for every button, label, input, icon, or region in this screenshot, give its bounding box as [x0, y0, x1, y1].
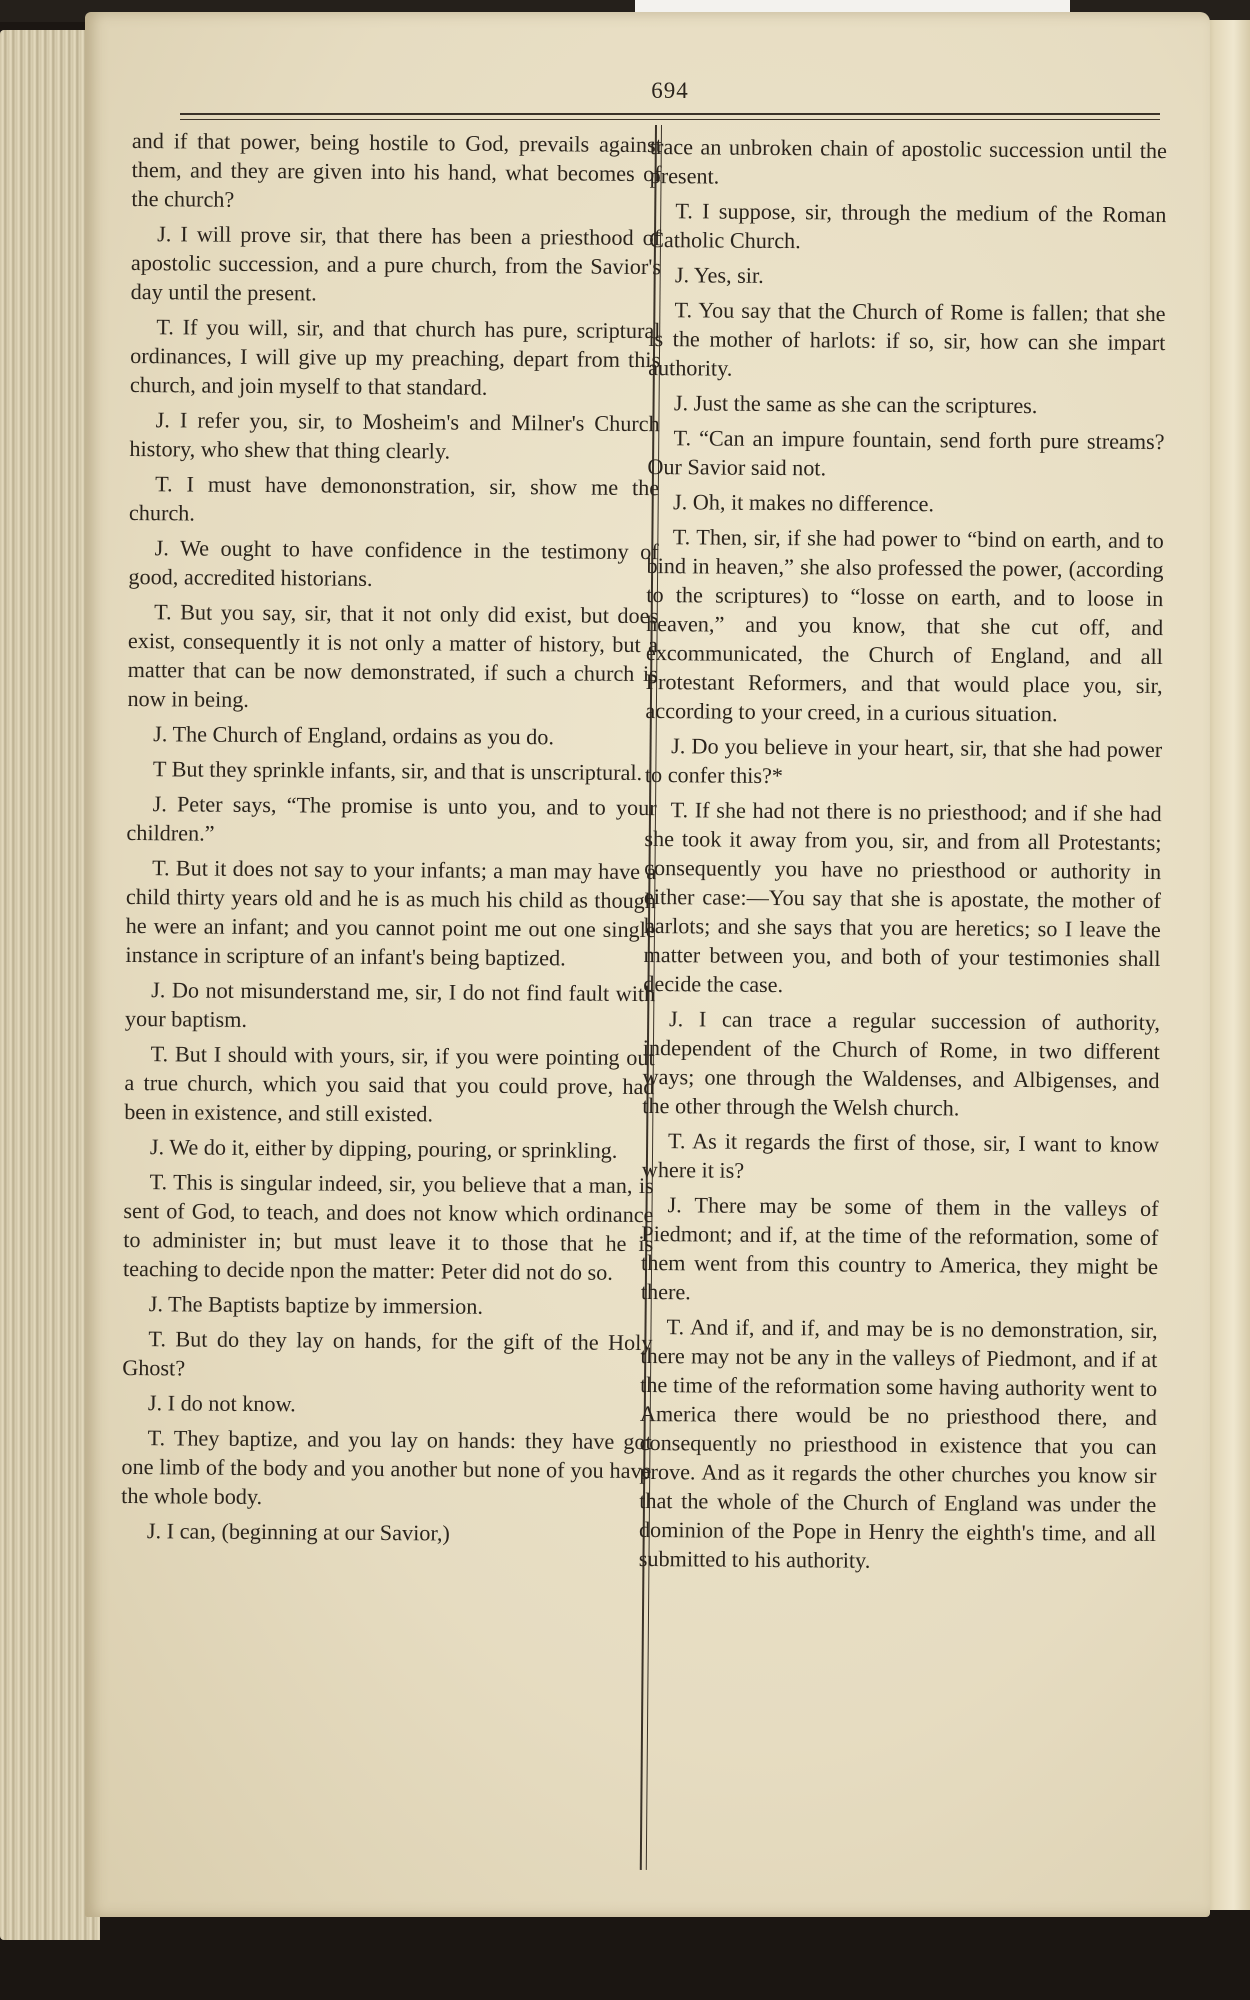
paragraph: J. Do you believe in your heart, sir, that she had power to confer this?* — [644, 733, 1163, 789]
paragraph: J. Just the same as she can the scriptures. — [673, 390, 1038, 419]
paragraph: T. I must have demononstration, sir, show me the church. — [128, 471, 660, 526]
paragraph: T. But you say, sir, that it not only did exist, but does exist, consequently it is not only a matter of history, but a matter that can be now demonstrated, if such a church is now in being. — [127, 599, 659, 712]
paragraph: J. We do it, either by dipping, pouring, or sprinkling. — [149, 1134, 618, 1163]
paragraph: T. And if, and if, and may be is no demonstration, sir, there may not be any in the valleys of Piedmont, and if at the time of the reformation some having authority went to America there would be no priesthood there, and consequently no priesthood in existence that you can prove. And as it regards the other churches you know sir that the whole of the Church of England was under the dominion of the Pope in Henry the eighth's time, and all submitted to his authority. — [638, 1314, 1158, 1573]
paragraph: J. There may be some of them in the valleys of Piedmont; and if, at the time of the reformation, some of them went from this country to America, they might be there. — [640, 1192, 1159, 1305]
paragraph: T. This is singular indeed, sir, you believe that a man, is sent of God, to teach, and does not know which ordinance to administer in; but must leave it to those that he is teaching to decide npon the matter: Peter did not do so. — [122, 1169, 654, 1285]
paragraph: T. You say that the Church of Rome is fallen; that she is the mother of harlots: if so, sir, how can she impart authority. — [648, 297, 1166, 381]
page-number: 694 — [651, 78, 689, 103]
header-rule — [180, 113, 1160, 115]
paragraph: trace an unbroken chain of apostolic succession until the present. — [649, 133, 1167, 189]
paragraph: J. I do not know. — [147, 1390, 296, 1417]
paragraph: J. I refer you, sir, to Mosheim's and Milner's Church history, who shew that thing clearly. — [129, 407, 660, 464]
paragraph: J. I can trace a regular succession of authority, independent of the Church of Rome, in two different ways; one through the Waldenses, and Albigenses, and the other through the Welsh church. — [642, 1006, 1161, 1121]
paragraph: J. Do not misunderstand me, sir, I do not find fault with your baptism. — [124, 977, 656, 1032]
paragraph: J. We ought to have confidence in the testimony of good, accredited historians. — [128, 535, 659, 591]
paragraph: T. I suppose, sir, through the medium of the Roman Catholic Church. — [649, 198, 1167, 254]
paragraph: T. “Can an impure fountain, send forth pure streams? Our Savior said not. — [647, 425, 1165, 481]
paragraph: T But they sprinkle infants, sir, and that is unscriptural. — [152, 756, 643, 786]
right-text-column — [639, 132, 1167, 1583]
paragraph: T. They baptize, and you lay on hands: they have got one limb of the body and you another but none of you have the whole body. — [121, 1425, 652, 1510]
paragraph: J. Yes, sir. — [674, 262, 764, 288]
paragraph: J. I can, (beginning at our Savior,) — [146, 1518, 450, 1546]
paragraph: T. But I should with yours, sir, if you were pointing out a true church, which you said that you could prove, had been in existence, and still existed. — [124, 1041, 655, 1127]
paragraph: T. Then, sir, if she had power to “bind on earth, and to bind in heaven,” she also professed the power, (according to the scriptures) to “losse on earth, and to loose in heaven,” and you know, that she cut off, and excommunicated, the Church of England, and all Protestant Reformers, and that would place you, sir, according to your creed, in a curious situation. — [645, 524, 1164, 727]
paragraph: J. The Baptists baptize by immersion. — [148, 1291, 484, 1319]
paragraph: J. Peter says, “The promise is unto you, and to your children.” — [126, 791, 657, 846]
paragraph: J. I will prove sir, that there has been a priesthood of apostolic succession, and a pure church, from the Savior's day until the present. — [130, 221, 662, 306]
paragraph: T. But do they lay on hands, for the gift of the Holy Ghost? — [122, 1326, 653, 1381]
paragraph: and if that power, being hostile to God, prevails against them, and they are given into his hand, what becomes of the church? — [131, 127, 662, 212]
paragraph: T. But it does not say to your infants; a man may have a child thirty years old and he is as much his child as though he were an infant; and you cannot point me out one single instance in scripture of an infant's being baptized. — [125, 855, 657, 971]
paragraph: T. If she had not there is no priesthood; and if she had she took it away from you, sir, and from all Protestants; consequently you have no priesthood or authority in either case:—You say that she is apostate, the mother of harlots; and she says that you are heretics; so I leave the matter between you, and both of your testimonies shall decide the case. — [643, 797, 1162, 998]
paragraph: J. The Church of England, ordains as you do. — [153, 721, 555, 750]
paragraph: T. As it regards the first of those, sir, I want to know where it is? — [641, 1128, 1160, 1183]
header-rule-thin — [180, 119, 1160, 120]
left-text-column — [121, 126, 662, 1555]
paragraph: J. Oh, it makes no difference. — [672, 489, 935, 517]
paragraph: T. If you will, sir, and that church has pure, scriptural ordinances, I will give up my preaching, depart from this church, and join myself to that standard. — [129, 314, 661, 400]
